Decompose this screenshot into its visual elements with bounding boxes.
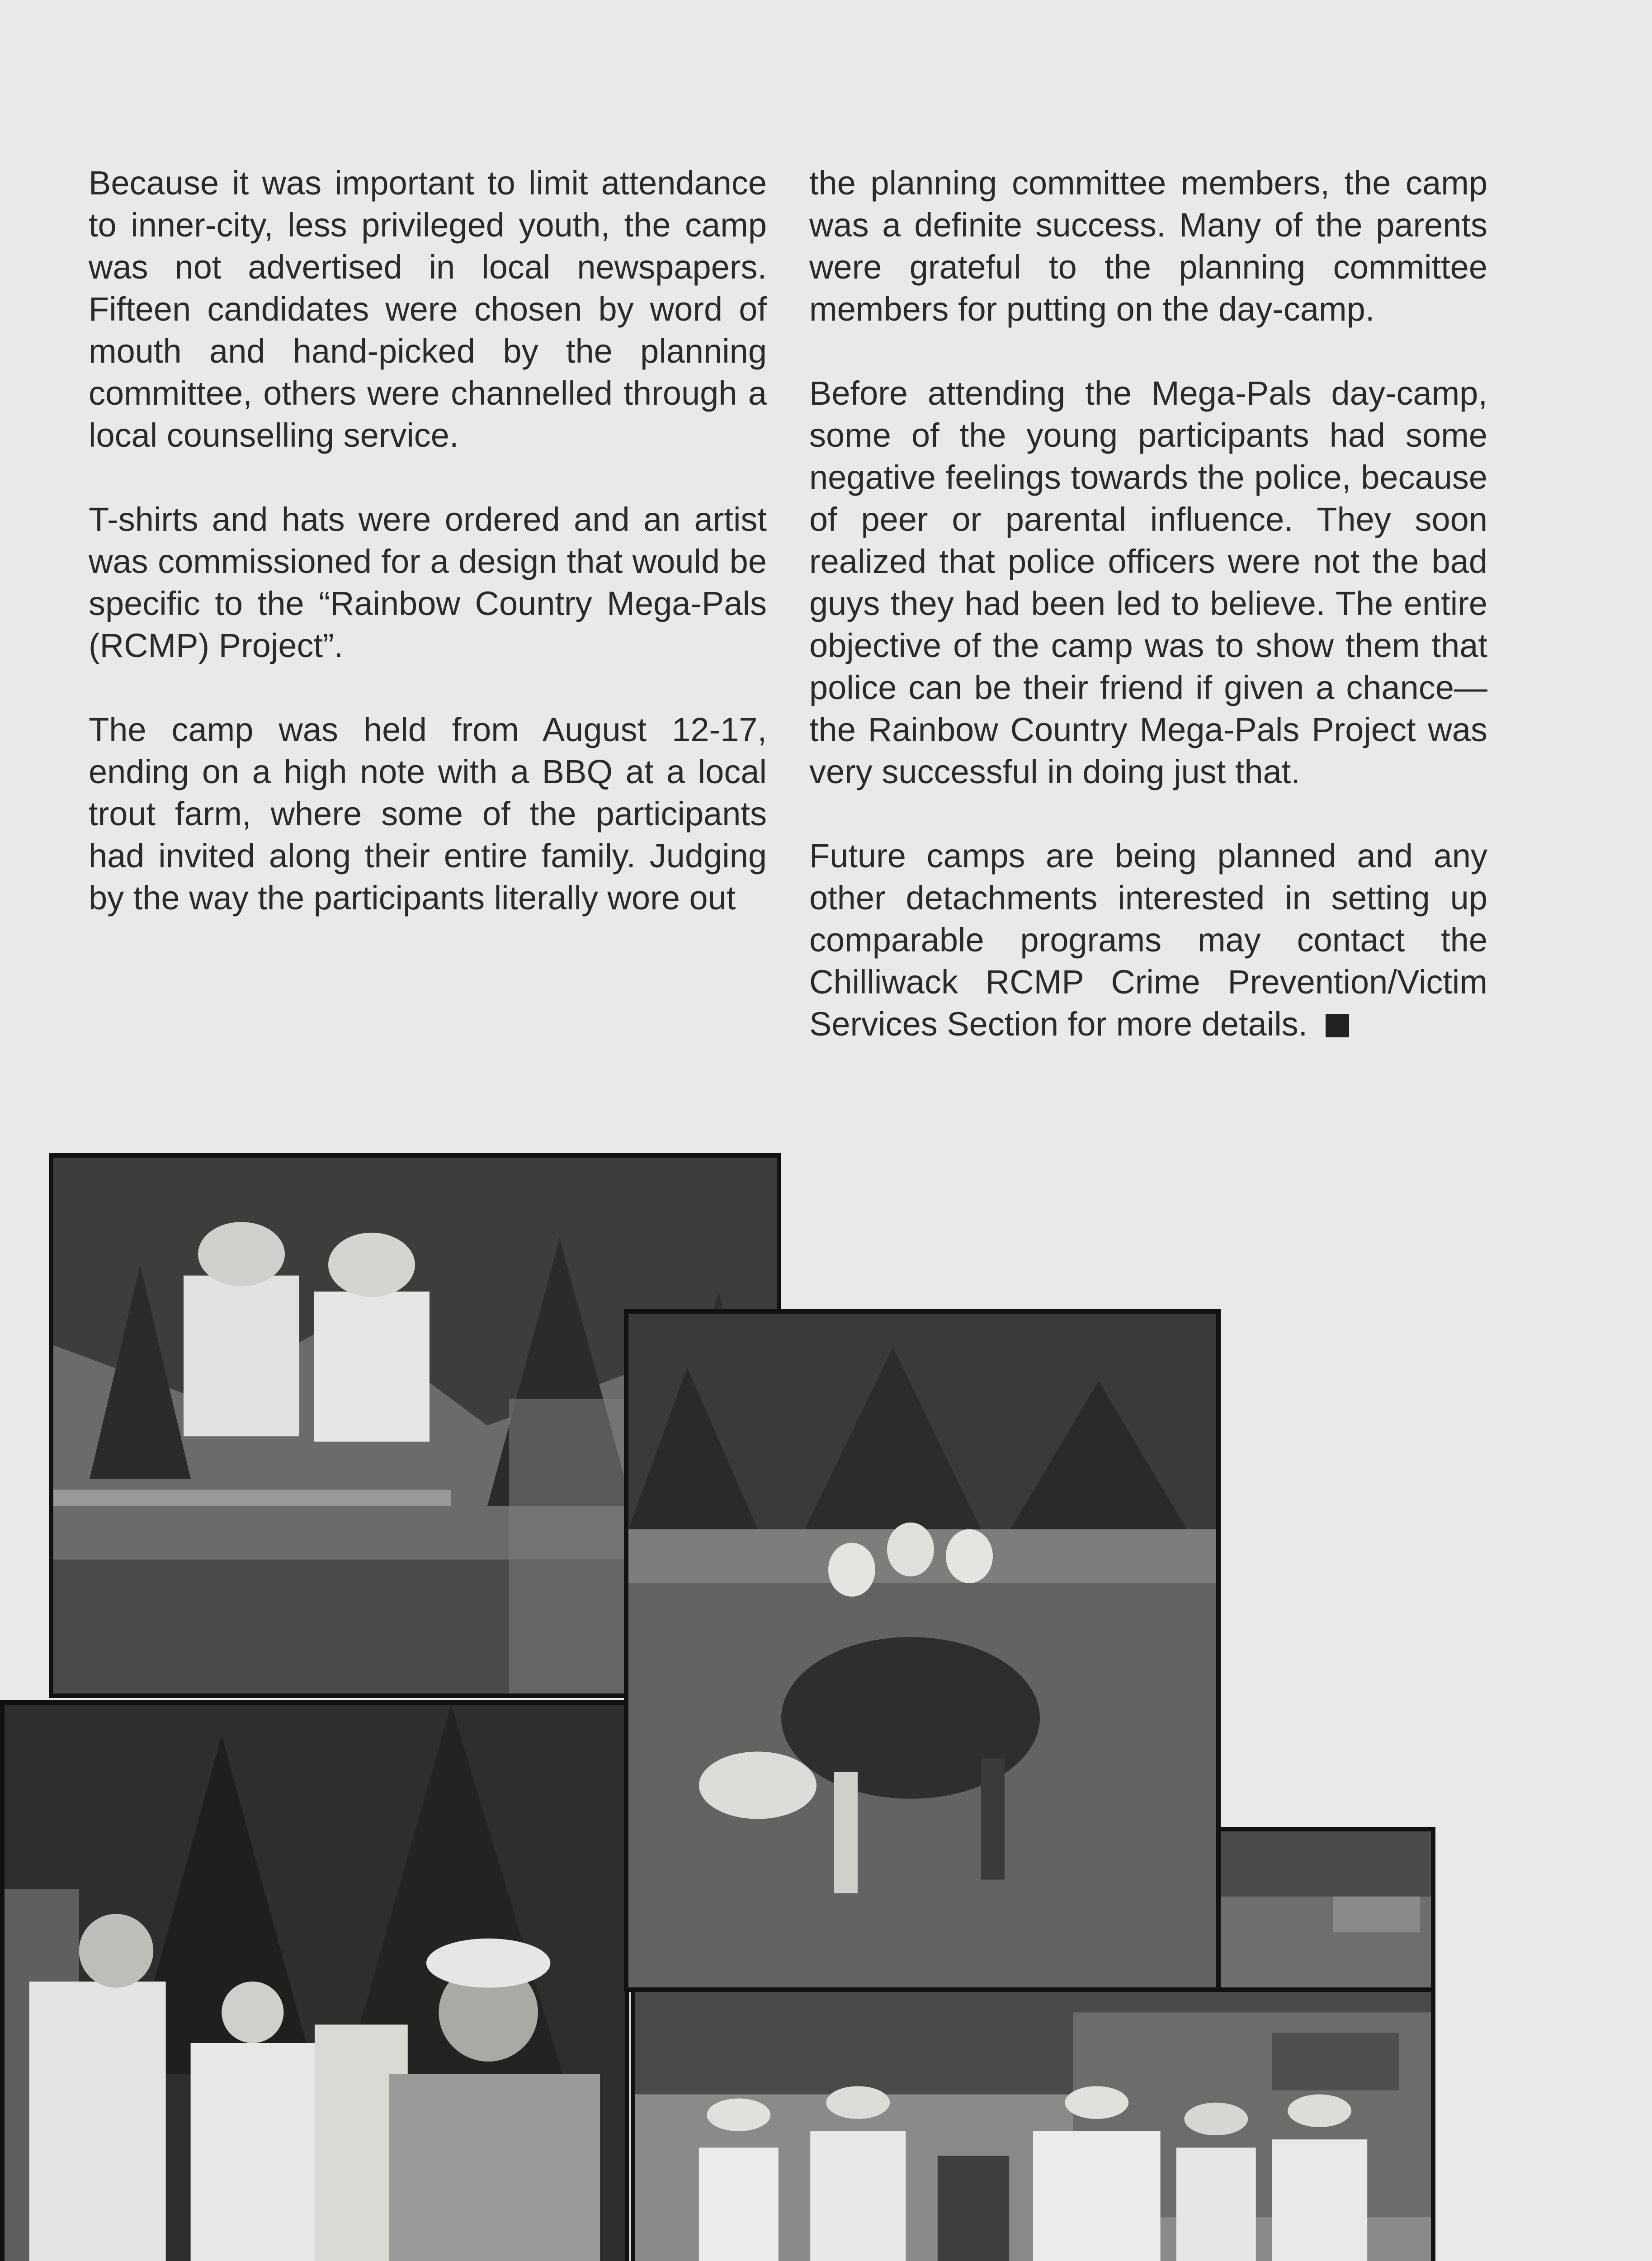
- paragraph: Before attending the Mega-Pals day-camp, some of the young participants had some negative feelings towards the police, because of peer or parental influence. They soon realized that police officers were not the bad guys they had been led to believe. The entire objective of the camp was to show them that police can be their friend if given a chance—the Rainbow Country Mega-Pals Project was very successful in doing just that.: [809, 374, 1487, 790]
- paragraph: T-shirts and hats were ordered and an artist was commissioned for a design that would be specific to the “Rainbow Country Mega-Pals (RCMP) Project”.: [89, 501, 767, 664]
- photo-icon: [5, 1705, 625, 2261]
- photo-icon: [1214, 1831, 1431, 1994]
- paragraph-text: Future camps are being planned and any other detachments interested in setting up comparable programs may contact the Chilliwack RCMP Crime Prevention/Victim Services Section for more details.: [809, 837, 1487, 1043]
- photo-icon: [628, 1314, 1216, 1987]
- right-text-column: [809, 162, 1487, 1087]
- photo-kids-group-gate: [631, 1987, 1435, 2261]
- end-of-article-mark: [1326, 1014, 1349, 1037]
- closing-paragraph: [809, 835, 1487, 1045]
- paragraph: the planning committee members, the camp was a definite success. Many of the parents were grateful to the planning committee members for putting on the day-camp.: [809, 164, 1487, 328]
- photo-icon: [635, 1992, 1431, 2261]
- left-text-column: [89, 162, 767, 961]
- paragraph: Because it was important to limit attendance to inner-city, less privileged youth, the camp was not advertised in local newspapers. Fifteen candidates were chosen by word of mouth and hand-picked by the planning committee, others were channelled through a local counselling service.: [89, 164, 767, 454]
- paragraph: The camp was held from August 12-17, ending on a high note with a BBQ at a local trout farm, where some of the participants had invited along their entire family. Judging by the way the participants literally wore out: [89, 711, 767, 917]
- photo-kids-with-llama: [624, 1309, 1221, 1992]
- photo-kids-group-trees: [0, 1700, 629, 2261]
- photo-fence-sign: [1209, 1827, 1435, 1999]
